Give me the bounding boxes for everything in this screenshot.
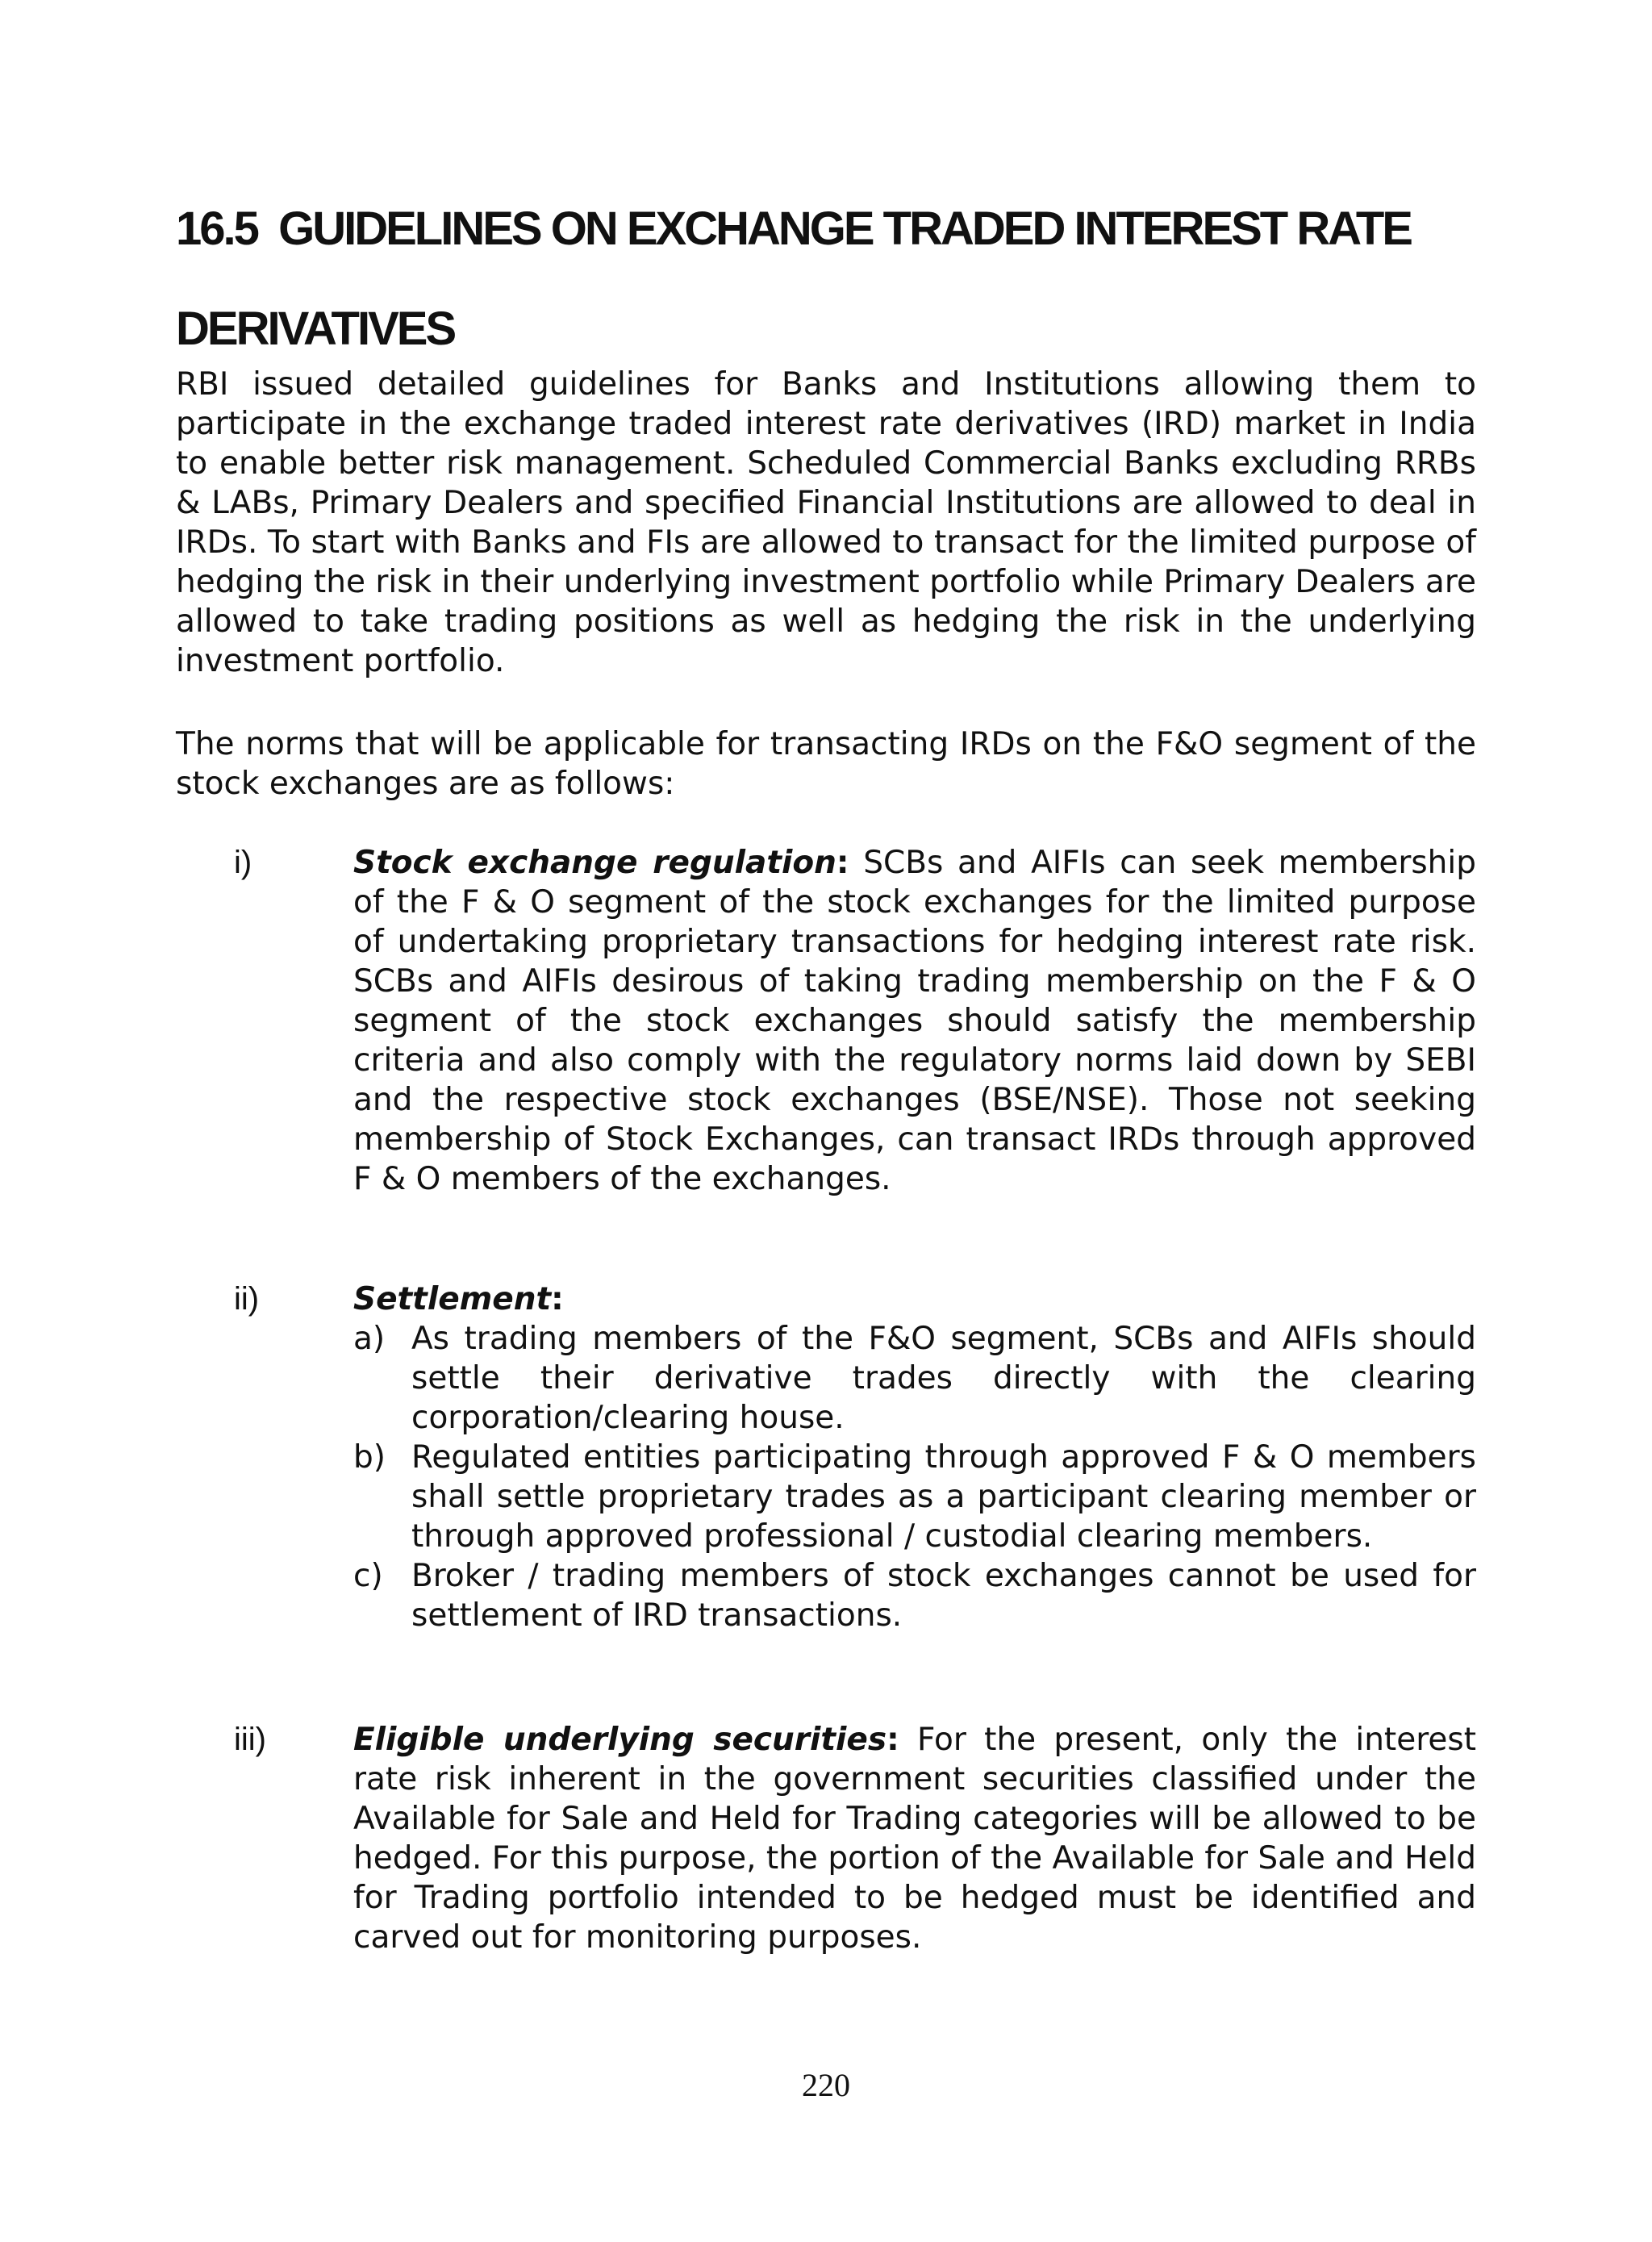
sub-item-label: a) <box>353 1321 386 1357</box>
item-term: Stock exchange regulation <box>353 845 836 881</box>
sub-item-c <box>353 1556 1476 1635</box>
sub-item-text: Broker / trading members of stock exchanges cannot be used for settlement of IRD transactions. <box>411 1558 1476 1634</box>
item-colon: : <box>551 1281 564 1317</box>
list-item-body <box>353 1720 1476 1957</box>
sub-item-text: As trading members of the F&O segment, SCBs and AIFIs should settle their derivative trades directly with the clearing corporation/clearing house. <box>411 1321 1476 1436</box>
section-title: GUIDELINES ON EXCHANGE TRADED INTEREST RATE DERIVATIVES <box>176 202 1411 355</box>
item-text: SCBs and AIFIs can seek membership of the F & O segment of the stock exchanges for the limited purpose of undertaking proprietary transactions for hedging interest rate risk. SCBs and AIFIs desirous of taking trading membership on the F & O segment of the stock exchanges should satisfy the membership criteria and also comply with the regulatory norms laid down by SEBI and the respective stock exchanges (BSE/NSE). Those not seeking membership of Stock Exchanges, can transact IRDs through approved F & O members of the exchanges. <box>353 845 1476 1197</box>
sub-item-label: b) <box>353 1439 386 1476</box>
item-text: For the present, only the interest rate risk inherent in the government securities classified under the Available for Sale and Held for Trading categories will be allowed to be hedged. For this purpose, the portion of the Available for Sale and Held for Trading portfolio intended to be hedged must be identified and carved out for monitoring purposes. <box>353 1722 1476 1956</box>
item-heading <box>353 1280 1476 1319</box>
sub-item-b <box>353 1438 1476 1556</box>
norms-paragraph: The norms that will be applicable for transacting IRDs on the F&O segment of the stock exchanges are as follows: <box>176 726 1476 802</box>
list-item-body <box>353 1280 1476 1635</box>
list-numeral: ii) <box>234 1281 260 1317</box>
section-heading <box>176 179 1476 379</box>
item-term: Eligible underlying securities <box>353 1722 887 1758</box>
intro-paragraph: RBI issued detailed guidelines for Banks and Institutions allowing them to participate in the exchange traded interest rate derivatives (IRD) market in India to enable better risk management. Scheduled Commercial Banks excluding RRBs & LABs, Primary Dealers and specified Financial Institutions are allowed to deal in IRDs. To start with Banks and FIs are allowed to transact for the limited purpose of hedging the risk in their underlying investment portfolio while Primary Dealers are allowed to take trading positions as well as hedging the risk in the underlying investment portfolio. <box>176 366 1477 679</box>
list-numeral: i) <box>234 845 252 880</box>
item-colon: : <box>886 1722 899 1758</box>
sub-item-text: Regulated entities participating through approved F & O members shall settle proprietary trades as a participant clearing member or through approved professional / custodial clearing members. <box>411 1439 1476 1555</box>
item-colon: : <box>836 845 849 881</box>
page-number: 220 <box>802 2067 850 2103</box>
item-term: Settlement <box>353 1281 552 1317</box>
list-numeral: iii) <box>234 1722 266 1757</box>
section-number: 16.5 <box>176 202 257 255</box>
sub-item-label: c) <box>353 1558 383 1594</box>
sub-item-a <box>353 1319 1476 1438</box>
list-item-body <box>353 843 1476 1199</box>
